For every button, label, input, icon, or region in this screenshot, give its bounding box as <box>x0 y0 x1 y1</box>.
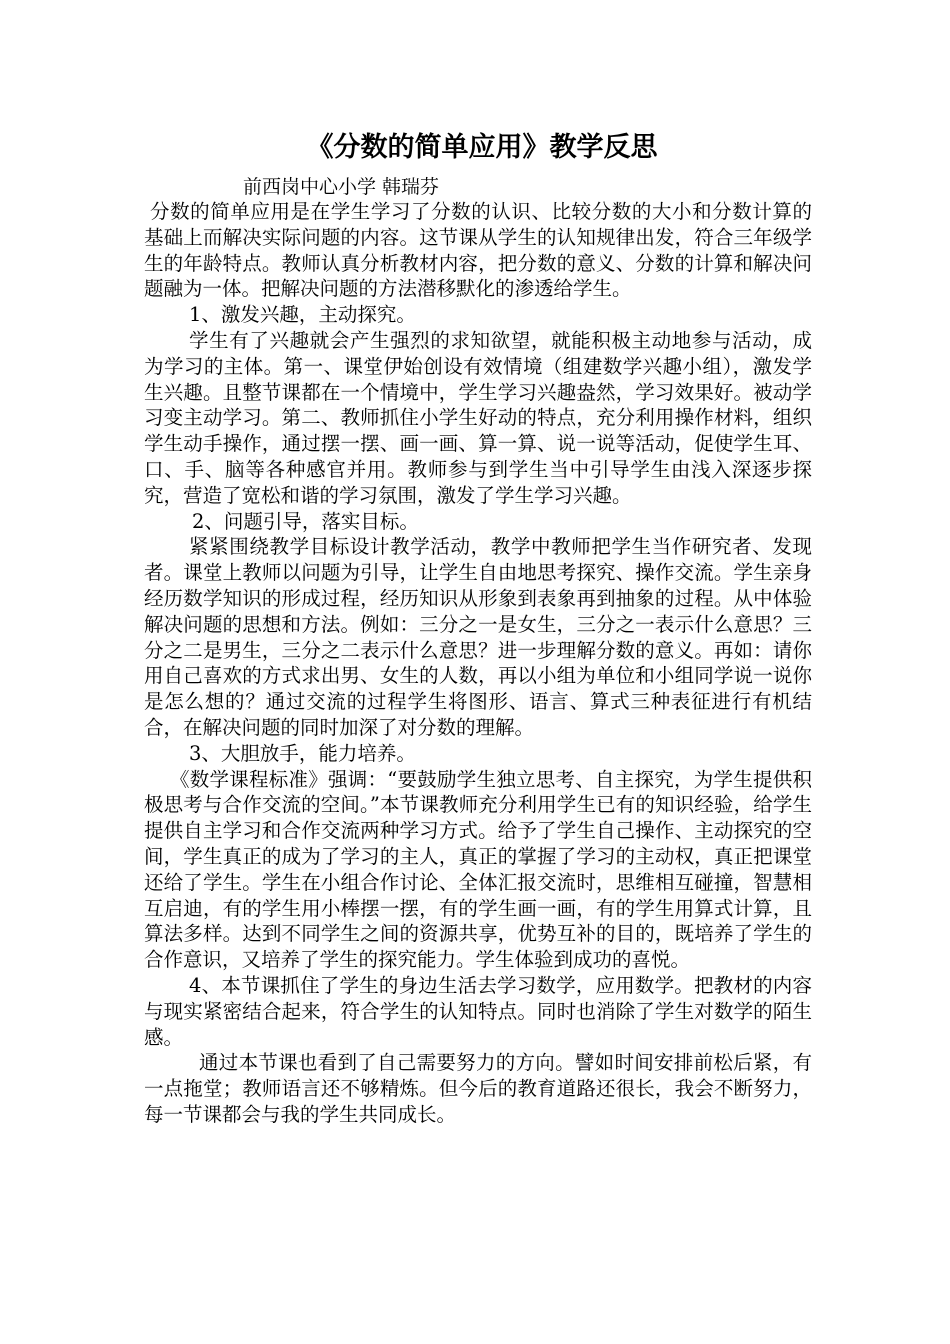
author-line: 前西岗中心小学 韩瑞芬 <box>243 176 440 198</box>
document-body <box>144 199 812 1128</box>
section-heading-2: 2、问题引导，落实目标。 <box>192 509 419 533</box>
section-paragraph-3: 《数学课程标准》强调：“要鼓励学生独立思考、自主探究，为学生提供积极思考与合作交流的空间。”本节课教师充分利用学生已有的知识经验，给学生提供自主学习和合作交流两种学习方式。给予了学生自己操作、主动探究的空间，学生真正的成为了学习的主人，真正的掌握了学习的主动权，真正把课堂还给了学生。学生在小组合作讨论、全体汇报交流时，思维相互碰撞，智慧相互启迪，有的学生用小棒摆一摆，有的学生画一画，有的学生用算式计算，且算法多样。达到不同学生之间的资源共享，优势互补的目的，既培养了学生的合作意识，又培养了学生的探究能力。学生体验到成功的喜悦。 <box>144 767 812 972</box>
section-paragraph-2: 紧紧围绕教学目标设计教学活动，教学中教师把学生当作研究者、发现者。课堂上教师以问题为引导，让学生自由地思考探究、操作交流。学生亲身经历数学知识的形成过程，经历知识从形象到表象再到抽象的过程。从中体验解决问题的思想和方法。例如：三分之一是女生，三分之一表示什么意思？三分之二是男生，三分之二表示什么意思？进一步理解分数的意义。再如：请你用自己喜欢的方式求出男、女生的人数，再以小组为单位和小组同学说一说你是怎么想的？通过交流的过程学生将图形、语言、算式三种表征进行有机结合，在解决问题的同时加深了对分数的理解。 <box>144 535 812 739</box>
section-heading-1: 1、激发兴趣，主动探究。 <box>189 303 416 327</box>
intro-paragraph: 分数的简单应用是在学生学习了分数的认识、比较分数的大小和分数计算的基础上而解决实际问题的内容。这节课从学生的认知规律出发，符合三年级学生的年龄特点。教师认真分析教材内容，把分数的意义、分数的计算和解决问题融为一体。把解决问题的方法潜移默化的渗透给学生。 <box>144 200 812 301</box>
section-paragraph-4: 4、本节课抓住了学生的身边生活去学习数学，应用数学。把教材的内容与现实紧密结合起来，符合学生的认知特点。同时也消除了学生对数学的陌生感。 <box>144 973 812 1049</box>
section-paragraph-1: 学生有了兴趣就会产生强烈的求知欲望，就能积极主动地参与活动，成为学习的主体。第一、课堂伊始创设有效情境（组建数学兴趣小组），激发学生兴趣。且整节课都在一个情境中，学生学习兴趣盎然，学习效果好。被动学习变主动学习。第二、教师抓住小学生好动的特点，充分利用操作材料，组织学生动手操作，通过摆一摆、画一画、算一算、说一说等活动，促使学生耳、口、手、脑等各种感官并用。教师参与到学生当中引导学生由浅入深逐步探究，营造了宽松和谐的学习氛围，激发了学生学习兴趣。 <box>144 328 812 507</box>
section-heading-3: 3、大胆放手，能力培养。 <box>189 741 416 765</box>
closing-paragraph: 通过本节课也看到了自己需要努力的方向。譬如时间安排前松后紧，有一点拖堂；教师语言还不够精炼。但今后的教育道路还很长，我会不断努力，每一节课都会与我的学生共同成长。 <box>144 1051 812 1126</box>
document-title: 《分数的简单应用》教学反思 <box>306 132 658 163</box>
